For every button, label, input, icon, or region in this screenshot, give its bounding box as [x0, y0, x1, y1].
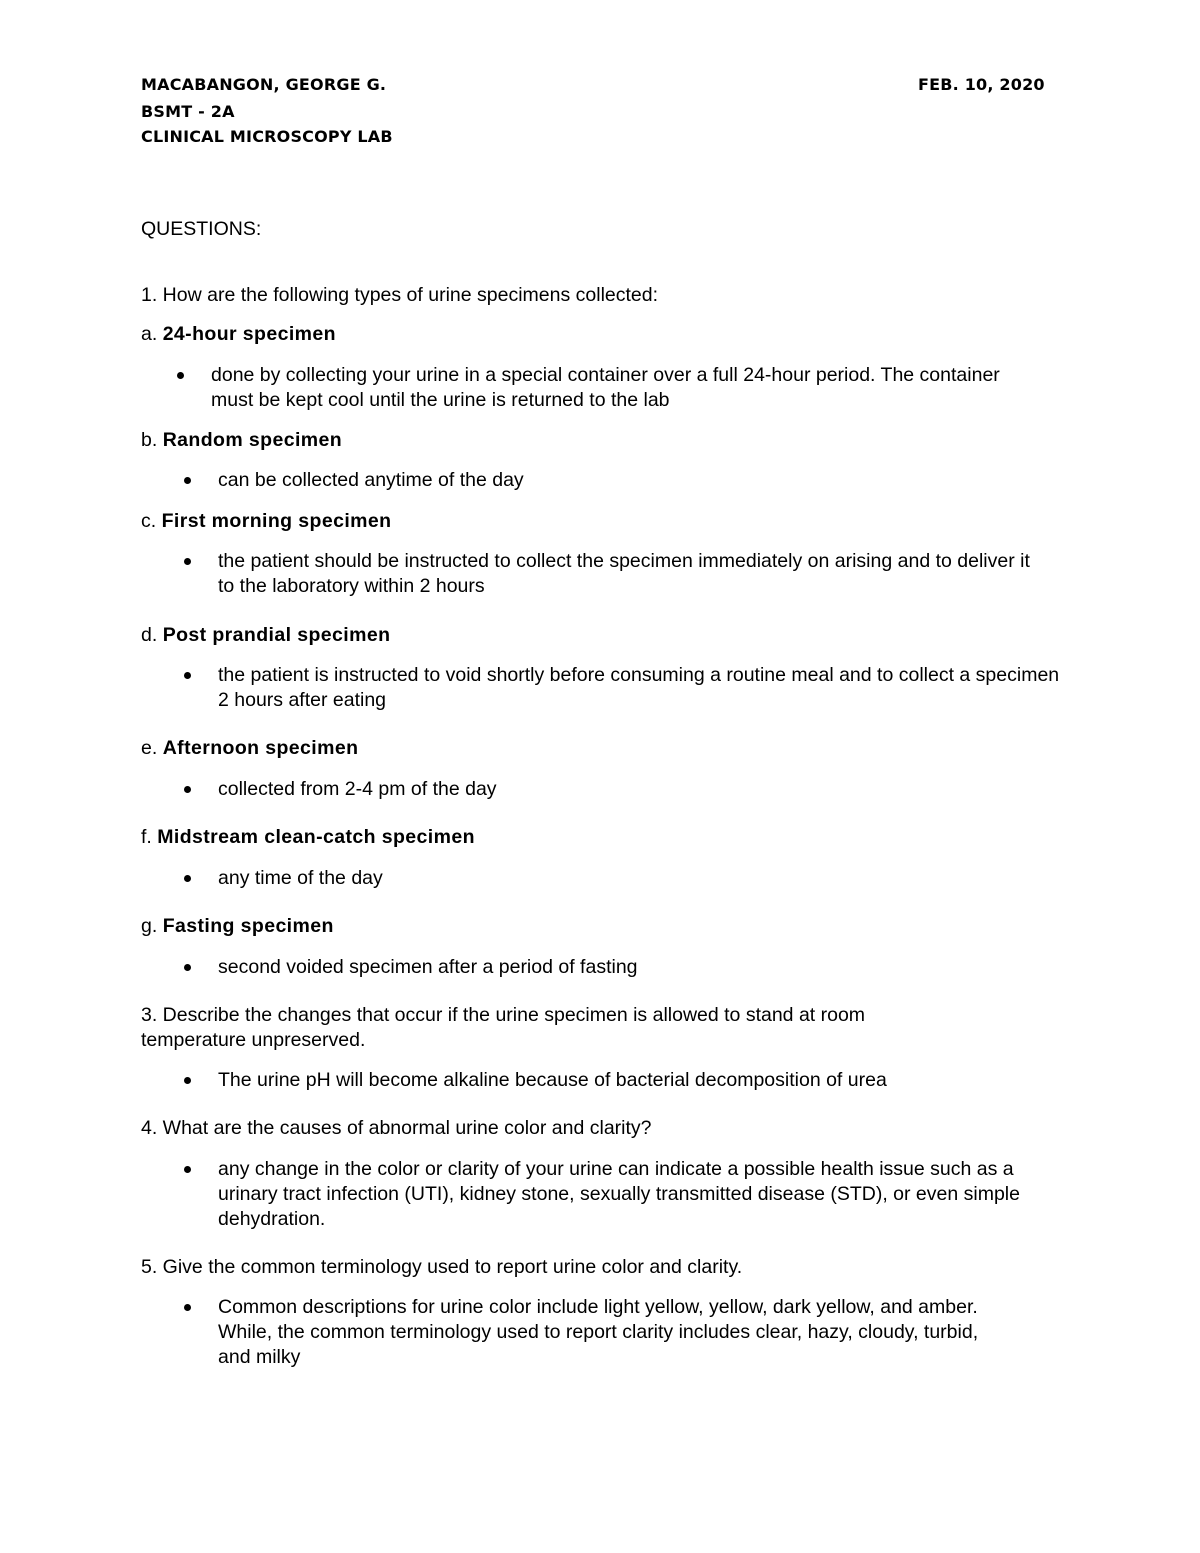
- item-f-heading: [141, 825, 475, 850]
- item-f-answer: any time of the day: [218, 867, 383, 889]
- question-4-prompt: 4. What are the causes of abnormal urine color and clarity?: [141, 1117, 652, 1139]
- item-g-answer: second voided specimen after a period of fasting: [218, 956, 638, 978]
- item-letter: e.: [141, 737, 158, 759]
- item-e-answer: collected from 2-4 pm of the day: [218, 778, 497, 800]
- bullet-icon: [184, 477, 191, 484]
- bullet-icon: [184, 558, 191, 565]
- bullet-icon: [184, 672, 191, 679]
- document-date: FEB. 10, 2020: [918, 75, 1045, 94]
- questions-heading: QUESTIONS:: [141, 218, 262, 240]
- bullet-icon: [184, 1304, 191, 1311]
- item-letter: d.: [141, 624, 158, 646]
- item-a-heading: [141, 322, 336, 347]
- item-g-heading: [141, 914, 334, 939]
- student-name: MACABANGON, GEORGE G.: [141, 75, 387, 94]
- item-letter: a.: [141, 323, 158, 345]
- item-b-answer: can be collected anytime of the day: [218, 469, 524, 491]
- item-d-answer: the patient is instructed to void shortly before consuming a routine meal and to collect a specimen 2 hours after eating: [218, 664, 1060, 711]
- item-b-heading: [141, 428, 342, 453]
- item-letter: g.: [141, 915, 158, 937]
- question-3-prompt: 3. Describe the changes that occur if the urine specimen is allowed to stand at room temperature unpreserved.: [141, 1004, 866, 1051]
- bullet-icon: [177, 372, 184, 379]
- question-4-answer: any change in the color or clarity of your urine can indicate a possible health issue such as a urinary tract infection (UTI), kidney stone, sexually transmitted disease (STD), or even simple dehydration.: [218, 1158, 1020, 1230]
- item-title: 24-hour specimen: [162, 323, 336, 345]
- bullet-icon: [184, 875, 191, 882]
- bullet-icon: [184, 964, 191, 971]
- item-letter: b.: [141, 429, 158, 451]
- question-1-prompt: 1. How are the following types of urine specimens collected:: [141, 284, 659, 306]
- bullet-icon: [184, 1077, 191, 1084]
- bullet-icon: [184, 1166, 191, 1173]
- item-title: Random specimen: [162, 429, 343, 451]
- item-title: Fasting specimen: [162, 915, 334, 937]
- item-a-answer: done by collecting your urine in a special container over a full 24-hour period. The container must be kept cool until the urine is returned to the lab: [211, 364, 1000, 411]
- item-title: Afternoon specimen: [162, 737, 359, 759]
- item-c-answer: the patient should be instructed to collect the specimen immediately on arising and to deliver it to the laboratory within 2 hours: [218, 550, 1030, 597]
- item-title: First morning specimen: [161, 510, 392, 532]
- question-5-answer: Common descriptions for urine color include light yellow, yellow, dark yellow, and amber. While, the common terminology used to report clarity includes clear, hazy, cloudy, turbid, and milky: [218, 1296, 979, 1368]
- item-e-heading: [141, 736, 358, 761]
- item-title: Post prandial specimen: [162, 624, 391, 646]
- item-d-heading: [141, 623, 390, 648]
- item-letter: c.: [141, 510, 157, 532]
- question-5-prompt: 5. Give the common terminology used to report urine color and clarity.: [141, 1256, 743, 1278]
- course-title: CLINICAL MICROSCOPY LAB: [141, 127, 393, 146]
- bullet-icon: [184, 786, 191, 793]
- student-section: BSMT - 2A: [141, 102, 235, 121]
- item-title: Midstream clean-catch specimen: [157, 826, 475, 848]
- question-3-answer: The urine pH will become alkaline because of bacterial decomposition of urea: [218, 1069, 887, 1091]
- item-c-heading: [141, 509, 391, 534]
- item-letter: f.: [141, 826, 152, 848]
